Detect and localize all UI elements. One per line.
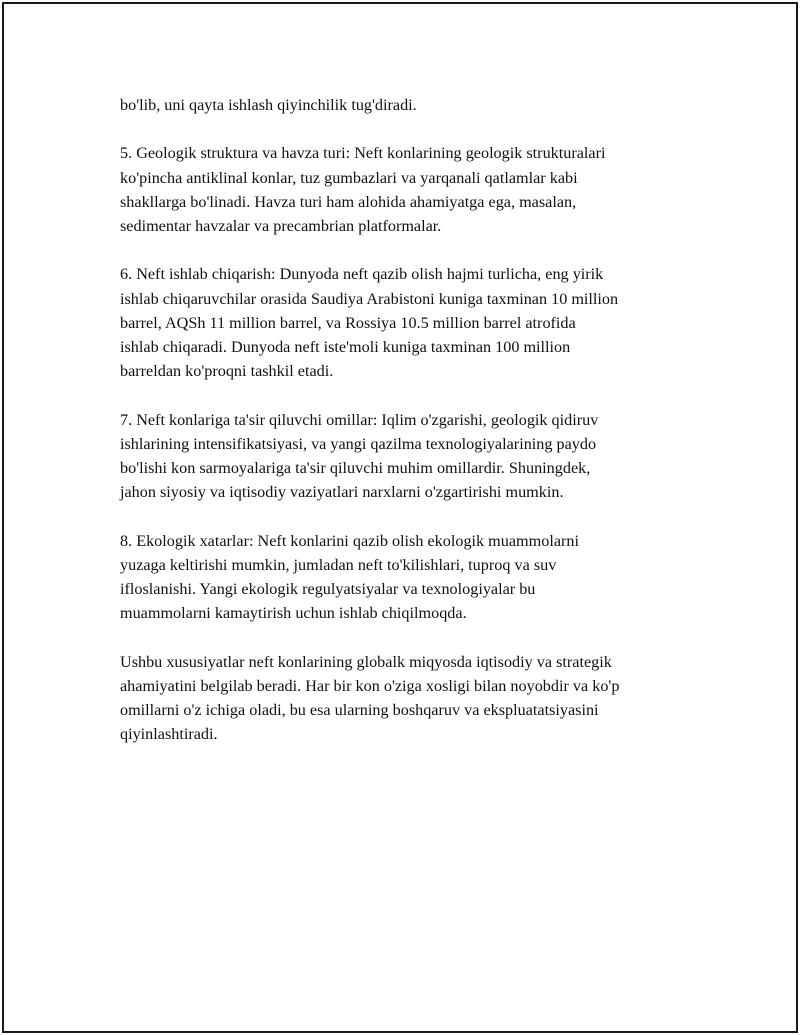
text-line: shakllarga bo'linadi. Havza turi ham alohida ahamiyatga ega, masalan, <box>120 192 577 211</box>
text-line: yuzaga keltirishi mumkin, jumladan neft to'kilishlari, tuproq va suv <box>120 555 557 574</box>
text-line: 8. Ekologik xatarlar: Neft konlarini qazib olish ekologik muammolarni <box>120 531 579 550</box>
text-line: omillarni o'z ichiga oladi, bu esa ularning boshqaruv va ekspluatatsiyasini <box>120 701 599 719</box>
paragraph-oil-production <box>120 262 700 383</box>
text-line: bo'lib, uni qayta ishlash qiyinchilik tug'diradi. <box>120 96 417 114</box>
text-line: ifloslanishi. Yangi ekologik regulyatsiyalar va texnologiyalar bu <box>120 580 536 598</box>
document-body <box>120 93 700 771</box>
text-line: sedimentar havzalar va precambrian platformalar. <box>120 217 442 235</box>
text-line: jahon siyosiy va iqtisodiy vaziyatlari narxlarni o'zgartirishi mumkin. <box>120 483 564 502</box>
paragraph-influencing-factors <box>120 408 700 505</box>
text-line: ko'pincha antiklinal konlar, tuz gumbazlari va yarqanali qatlamlar kabi <box>120 168 578 187</box>
text-line: bo'lishi kon sarmoyalariga ta'sir qiluvchi muhim omillardir. Shuningdek, <box>120 459 591 477</box>
text-line: 5. Geologik struktura va havza turi: Neft konlarining geologik strukturalari <box>120 144 606 163</box>
text-line: Ushbu xususiyatlar neft konlarining globalk miqyosda iqtisodiy va strategik <box>120 652 612 671</box>
text-line: ishlab chiqaradi. Dunyoda neft iste'moli kuniga taxminan 100 million <box>120 338 571 356</box>
text-line: muammolarni kamaytirish uchun ishlab chiqilmoqda. <box>120 604 467 623</box>
text-line: 6. Neft ishlab chiqarish: Dunyoda neft qazib olish hajmi turlicha, eng yirik <box>120 265 604 284</box>
text-line: barrel, AQSh 11 million barrel, va Rossiya 10.5 million barrel atrofida <box>120 313 576 332</box>
paragraph-conclusion <box>120 650 700 747</box>
text-line: 7. Neft konlariga ta'sir qiluvchi omillar: Iqlim o'zgarishi, geologik qidiruv <box>120 410 599 429</box>
text-line: ishlab chiqaruvchilar orasida Saudiya Arabistoni kuniga taxminan 10 million <box>120 289 619 308</box>
paragraph-continuation <box>120 93 700 117</box>
document-page <box>2 2 798 1033</box>
paragraph-geologic-structure <box>120 141 700 238</box>
text-line: ishlarining intensifikatsiyasi, va yangi qazilma texnologiyalarining paydo <box>120 434 597 453</box>
text-line: barreldan ko'proqni tashkil etadi. <box>120 362 334 381</box>
text-line: ahamiyatini belgilab beradi. Har bir kon o'ziga xosligi bilan noyobdir va ko'p <box>120 676 620 695</box>
text-line: qiyinlashtiradi. <box>120 725 218 744</box>
paragraph-ecological-risks <box>120 529 700 626</box>
